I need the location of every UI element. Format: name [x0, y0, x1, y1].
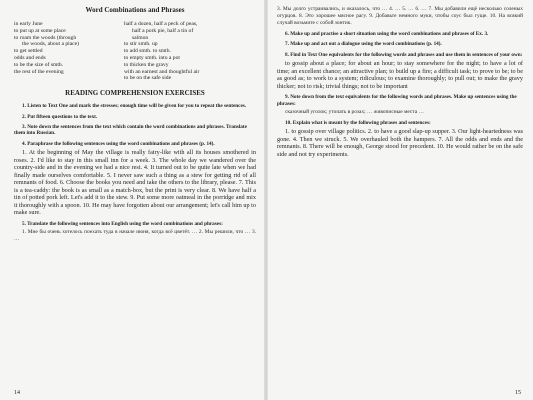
exercise-5-sentences: 1. Мне бы очень хотелось поехать туда в начале июня, когда всё цветёт. … 2. Мы решили, что … 3. …	[14, 229, 256, 243]
phrase-item: to put up at some place	[14, 27, 66, 34]
phrases-heading: Word Combinations and Phrases	[85, 6, 185, 14]
phrase-item: to be the size of smth.	[14, 61, 64, 68]
section-heading: READING COMPREHENSION EXERCISES	[65, 89, 205, 98]
phrase-item: to stir smth. up	[124, 41, 158, 48]
page-number-right: 15	[515, 390, 521, 396]
phrase-item: salmon	[132, 34, 149, 41]
phrase-item: to empty smth. into a pot	[124, 54, 180, 61]
exercise-2-instruction: 2. Put fifteen questions to the text.	[22, 113, 98, 120]
phrase-item: in early June	[14, 21, 43, 27]
right-column	[277, 6, 523, 160]
phrase-item: to be on the safe side	[124, 75, 172, 82]
left-page	[0, 0, 266, 400]
exercise-7-instruction: 7. Make up and act out a dialogue using the word combinations (p. 14).	[285, 41, 442, 48]
phrases-column-1	[14, 21, 122, 82]
phrase-item: odds and ends	[14, 54, 46, 61]
exercise-10-instruction: 10. Explain what is meant by the following phrases and sentences:	[285, 120, 431, 127]
phrase-item: with an earnest and thoughtful air	[124, 68, 200, 75]
phrases-list	[14, 21, 256, 82]
page-number-left: 14	[14, 390, 20, 396]
left-column	[14, 6, 256, 245]
phrase-item: to roam the woods (through	[14, 34, 77, 41]
phrase-item: the woods, about a place)	[22, 41, 80, 48]
exercise-5-continued: 3. Мы долго устраивались, и оказалось, что … 4. … 5. … 6. … 7. Мы добавили ещё несколько соленых огурцов. 8. Это хорошее мясное рагу. 9. Добавьте немного муки, чтобы соус был гуще. 10. На всякий случай возьмите с собой зонтик.	[277, 6, 523, 26]
phrase-item: to add smth. to smth.	[124, 48, 171, 55]
exercise-1-instruction: 1. Listen to Text One and mark the stresses; enough time will be given for you to repeat the sentences.	[22, 103, 247, 110]
phrase-item: to thicken the gravy	[124, 61, 169, 68]
exercise-9-phrases: сказочный уголок; утопать в розах; … живописные места …	[285, 109, 424, 116]
exercise-4-instruction: 4. Paraphrase the following sentences using the word combinations and phrases (p. 14).	[22, 140, 215, 147]
phrases-column-2	[122, 21, 232, 82]
exercise-8-instruction: 8. Find in Text One equivalents for the following words and phrases and use them in sentences of your own:	[285, 51, 523, 58]
phrase-item: the rest of the evening	[14, 68, 64, 75]
phrase-item: to get settled	[14, 48, 43, 55]
phrase-item: half a dozen, half a peck of peas,	[124, 21, 198, 27]
exercise-4-sentences: 1. At the beginning of May the village is really fairy-like with all its houses smothered in roses. 2. I'd like to stay in this small inn for a week. 3. The whole day we wandered over the country-side and in the evening we had a nice rest. 4. It turned out to be quite late when we had finally made ourselves comfortable. 5. I never saw such a thing as a stew for getting rid of all remnants of food. 6. Choose the books you need and take the others to the library, please. 7. This is a tea-caddy: the book is as small as a match-box, but the print is very clear. 8. We have half a tin of potted pork left. Let's add it to the stew. 9. Put some more oatmeal in the porridge and mix it thoroughly with a spoon. 10. He may have forgotten about our arrangement; let's call him up to make sure.	[14, 149, 256, 217]
exercise-3-instruction: 3. Note down the sentences from the text which contain the word combinations and phrases. Translate them into Russian.	[14, 123, 247, 137]
exercise-6-instruction: 6. Make up and practise a short situation using the word combinations and phrases of Ex. 3.	[285, 31, 489, 37]
exercise-10-sentences: 1. to gossip over village politics. 2. to have a good slap-up supper. 3. Our light-heartedness was gone. 4. Then we struck. 5. We overhauled both the hampers. 7. All the odds and ends and the remnants. 8. There will be enough, George stood for precedent. 10. He would rather be on the safe side and not try experiments.	[277, 128, 523, 158]
exercise-9-instruction: 9. Note down from the text equivalents for the following words and phrases. Make up sentences using the phrases:	[277, 94, 517, 107]
right-page	[267, 0, 533, 400]
phrase-item: half a pork pie, half a tin of	[132, 27, 194, 34]
exercise-5-instruction: 5. Translate the following sentences into English using the word combinations and phrases:	[22, 220, 223, 227]
exercise-8-phrases: to gossip about a place; for about an hour; to stay somewhere for the night; to have a lot of time; an excellent chance; an attractive plan; to build up a fire; a difficult task; to prove to be; to be as good as; to work to a system; ridiculous; to examine thoroughly; to pull out; to make the gravy thicker; not to risk; trivial things; not to be important	[277, 60, 523, 90]
